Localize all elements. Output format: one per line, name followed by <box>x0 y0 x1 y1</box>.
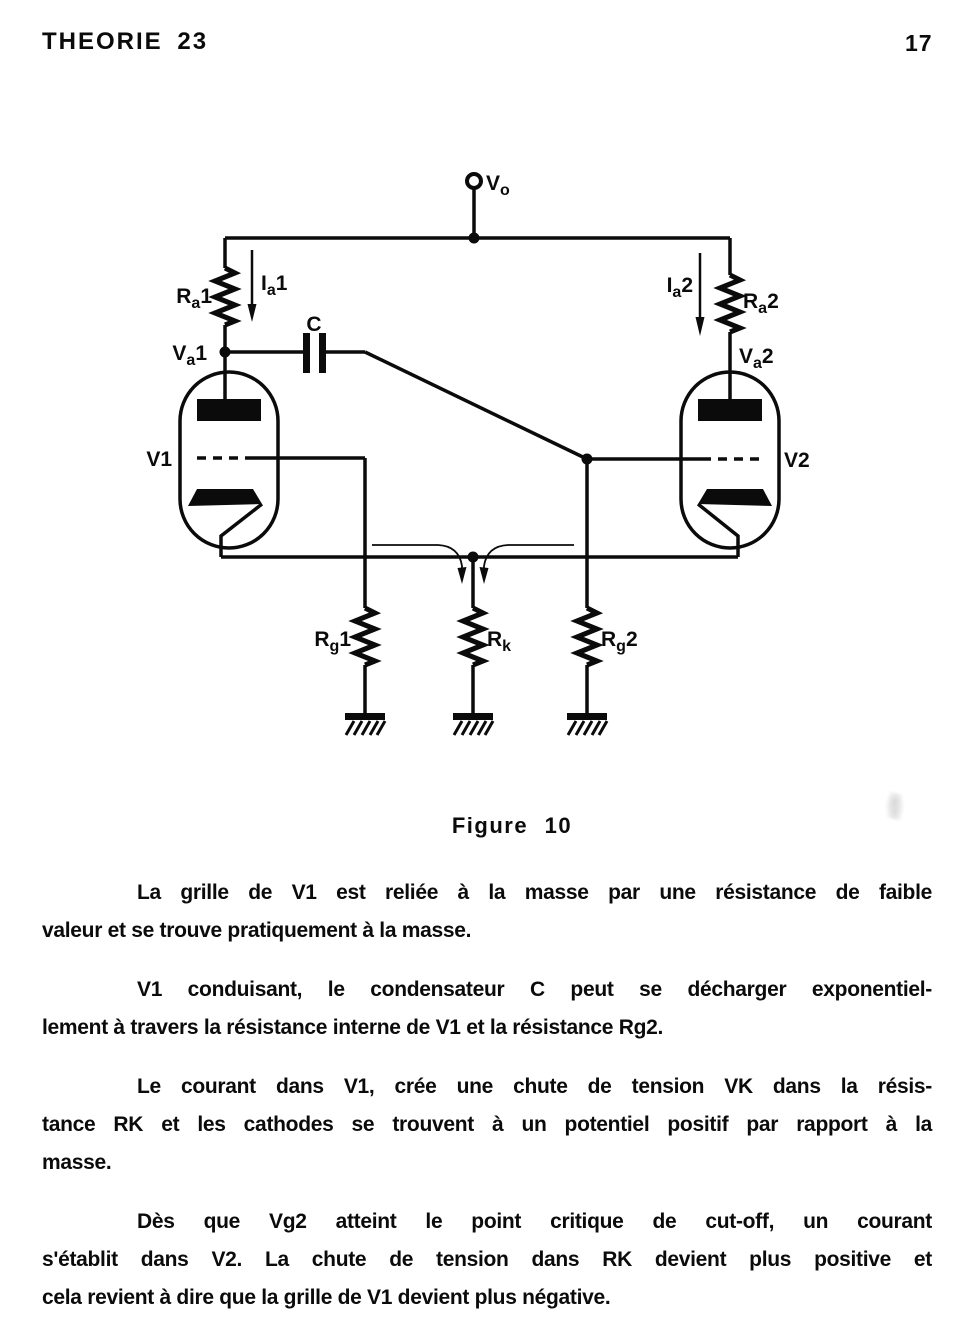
paragraph-3 <box>42 1068 932 1182</box>
cathode-rail <box>221 552 738 563</box>
text-line: valeur et se trouve pratiquement à la masse. <box>42 919 472 942</box>
anode-branch-v2 <box>696 238 741 400</box>
label-ia1: $I_a1$ <box>261 272 288 299</box>
label-ia2: $I_a2$ <box>666 274 693 301</box>
text-line: Dès que Vg2 atteint le point critique de cut-off, un courant <box>137 1210 932 1233</box>
label-va1: $V_a1$ <box>172 342 207 369</box>
text-line: s'établit dans V2. La chute de tension dans RK devient plus positive et <box>42 1248 932 1271</box>
tube-v2 <box>587 372 779 557</box>
anode-plate-v1 <box>197 399 261 421</box>
ground-rg2 <box>567 713 607 735</box>
text-line: V1 conduisant, le condensateur C peut se décharger exponentiel- <box>137 978 932 1001</box>
text-line: lement à travers la résistance interne de V1 et la résistance Rg2. <box>42 1016 664 1039</box>
label-rg2: $R_g2$ <box>601 628 638 655</box>
supply-terminal-vo <box>467 174 481 244</box>
label-c: C <box>306 313 322 336</box>
label-vo: $V_o$ <box>486 172 510 199</box>
coupling-capacitor-c <box>225 333 593 465</box>
section-title: THEORIE 23 <box>42 28 209 55</box>
resistor-ra1 <box>215 268 235 325</box>
label-va2: $V_a2$ <box>739 345 774 372</box>
tube-v1 <box>180 372 365 557</box>
ground-rg1 <box>345 713 385 735</box>
ground-rk <box>453 713 493 735</box>
resistor-ra2 <box>720 275 740 332</box>
paragraph-4 <box>42 1203 932 1317</box>
text-line: La grille de V1 est reliée à la masse par une résistance de faible <box>137 881 932 904</box>
paragraph-1 <box>42 874 932 950</box>
label-ra1: $R_a1$ <box>176 285 212 312</box>
current-arrow-ia2 <box>696 253 705 336</box>
text-line: cela revient à dire que la grille de V1 devient plus négative. <box>42 1286 611 1309</box>
resistor-rg1 <box>345 608 385 735</box>
current-arrow-ia1 <box>248 250 257 322</box>
cathode-v1 <box>188 489 262 506</box>
text-line: tance RK et les cathodes se trouvent à un potentiel positif par rapport à la <box>42 1113 932 1136</box>
text-line: Le courant dans V1, crée une chute de tension VK dans la résis- <box>137 1075 932 1098</box>
label-v1: V1 <box>146 448 172 471</box>
label-v2: V2 <box>784 449 810 472</box>
label-ra2: $R_a2$ <box>743 290 779 317</box>
anode-plate-v2 <box>698 399 762 421</box>
paragraph-2 <box>42 971 932 1047</box>
text-line: masse. <box>42 1151 112 1174</box>
envelope-v1 <box>180 372 278 548</box>
page-number: 17 <box>905 30 933 56</box>
body-text <box>42 874 932 1338</box>
figure-caption: Figure 10 <box>451 813 573 838</box>
label-rk: $R_k$ <box>487 628 512 655</box>
label-rg1: $R_g1$ <box>314 628 351 655</box>
cathode-v2 <box>698 489 772 506</box>
